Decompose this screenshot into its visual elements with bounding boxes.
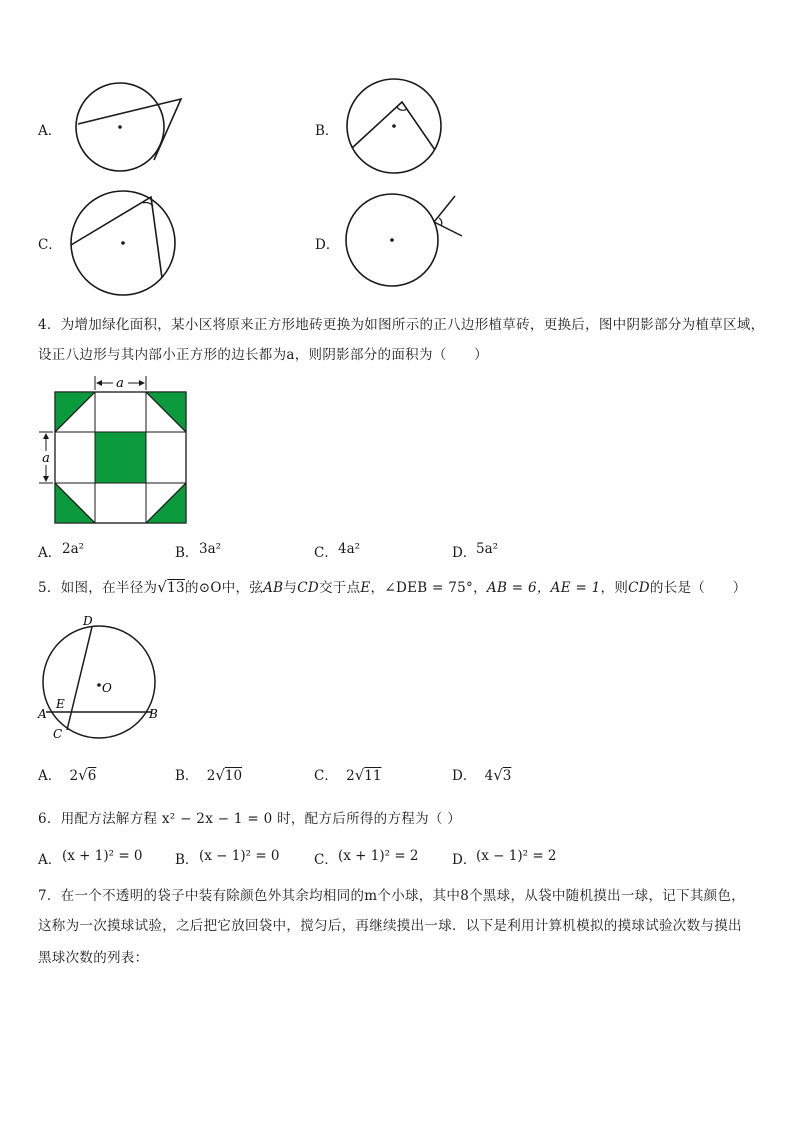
q5-label-c: C bbox=[53, 727, 63, 741]
q6-equation: x² − 2x − 1 = 0 bbox=[161, 811, 273, 827]
q6-option-b-label: B． bbox=[175, 852, 199, 868]
q5-stem-angle: ，∠DEB = 75°， bbox=[370, 580, 487, 596]
q5-option-b: B． 2√10 bbox=[175, 766, 243, 784]
q5-circle-figure bbox=[34, 612, 169, 744]
q6-stem-pre: 6．用配方法解方程 bbox=[38, 811, 158, 827]
q6-stem-post: 时，配方后所得的方程为（ ） bbox=[277, 811, 462, 827]
q3-option-a-label: A． bbox=[38, 123, 62, 139]
q5-label-o: O bbox=[102, 681, 112, 695]
q5-stem-mid1: 与 bbox=[283, 580, 298, 596]
q3-option-b-figure bbox=[340, 78, 450, 178]
q3-option-c-label: C． bbox=[38, 237, 62, 253]
q3-option-b-label: B． bbox=[315, 123, 339, 139]
q5-label-d: D bbox=[83, 614, 93, 628]
q5-option-c: C． 2√11 bbox=[314, 766, 382, 784]
q5-stem-circle: 的⊙O中，弦 bbox=[184, 580, 264, 596]
q5-stem-ab: AB bbox=[263, 580, 284, 596]
q5-stem-prefix: 5．如图，在半径为 bbox=[38, 580, 158, 596]
q4-option-c-value: 4a² bbox=[338, 541, 361, 557]
q4-option-b-label: B． bbox=[175, 545, 199, 561]
q4-stem-line2: 设正八边形与其内部小正方形的边长都为a，则阴影部分的面积为（ ） bbox=[38, 347, 488, 363]
q5-stem-cd2: CD bbox=[628, 580, 650, 596]
q6-option-a-value: (x + 1)² = 0 bbox=[62, 848, 143, 864]
q6-option-d-value: (x − 1)² = 2 bbox=[476, 848, 557, 864]
q6-option-b-value: (x − 1)² = 0 bbox=[199, 848, 280, 864]
q5-label-a: A bbox=[38, 707, 47, 721]
q3-option-d-figure bbox=[342, 190, 472, 290]
q6-option-c-value: (x + 1)² = 2 bbox=[338, 848, 419, 864]
q4-option-a-value: 2a² bbox=[62, 541, 85, 557]
q5-option-a: A． 2√6 bbox=[38, 766, 97, 784]
q5-stem-mid2: 交于点 bbox=[318, 580, 361, 596]
q5-label-b: B bbox=[149, 707, 158, 721]
q5-stem-suffix2: 的长是（ ） bbox=[649, 580, 747, 596]
q4-option-c-label: C． bbox=[314, 545, 338, 561]
q5-radius-radicand: 13 bbox=[167, 580, 185, 596]
q4-octagon-tile-figure bbox=[34, 372, 194, 528]
q6-option-d-label: D． bbox=[452, 852, 477, 868]
q6-option-a-label: A． bbox=[38, 852, 62, 868]
q7-stem-line3: 黑球次数的列表： bbox=[38, 950, 149, 966]
q5-stem-cd: CD bbox=[297, 580, 319, 596]
q5-stem-lengths: AB = 6，AE = 1 bbox=[486, 580, 601, 596]
q4-left-dimension-label: a bbox=[42, 451, 50, 466]
q4-option-b-value: 3a² bbox=[199, 541, 222, 557]
q7-stem-line2: 这称为一次摸球试验，之后把它放回袋中，搅匀后，再继续摸出一球．以下是利用计算机模拟的摸球试验次数与摸出 bbox=[38, 918, 742, 934]
q6-option-c-label: C． bbox=[314, 852, 338, 868]
q6-stem bbox=[38, 807, 461, 827]
q3-option-a-figure bbox=[70, 80, 190, 180]
q5-stem-e: E bbox=[360, 580, 371, 596]
q3-option-d-label: D． bbox=[315, 237, 340, 253]
q5-label-e: E bbox=[56, 697, 65, 711]
q3-option-c-figure bbox=[65, 188, 185, 293]
q5-option-d: D． 4√3 bbox=[452, 766, 512, 784]
q5-stem: 5．如图，在半径为√13的⊙O中，弦AB与CD交于点E，∠DEB = 75°，AB = 6，AE = 1，则CD的长是（ ） bbox=[38, 578, 747, 596]
q5-stem-suffix: ，则 bbox=[600, 580, 629, 596]
q4-option-d-label: D． bbox=[452, 545, 477, 561]
q4-option-d-value: 5a² bbox=[476, 541, 499, 557]
q4-top-dimension-label: a bbox=[116, 376, 124, 391]
q4-option-a-label: A． bbox=[38, 545, 62, 561]
q7-stem-line1: 7．在一个不透明的袋子中装有除颜色外其余均相同的m个小球，其中8个黑球，从袋中随机摸出一球，记下其颜色， bbox=[38, 888, 746, 904]
q4-stem-line1: 4．为增加绿化面积，某小区将原来正方形地砖更换为如图所示的正八边形植草砖，更换后，图中阴影部分为植草区域， bbox=[38, 317, 765, 333]
